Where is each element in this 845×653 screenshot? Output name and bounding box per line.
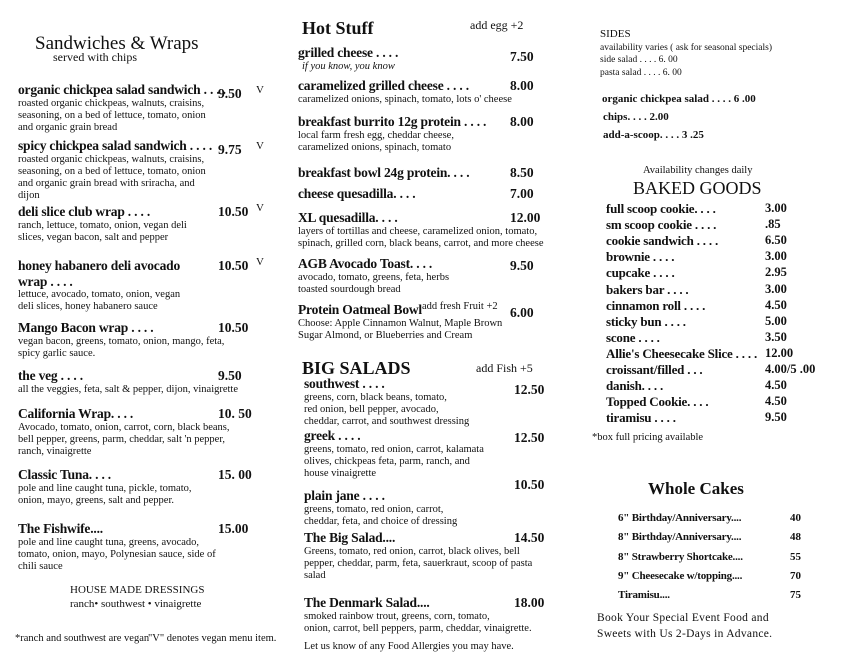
menu-item-price: 7.50 — [510, 49, 534, 64]
menu-item-description: pole and line caught tuna, greens, avocado, — [18, 537, 200, 548]
baked-item-name: cupcake . . . . — [606, 265, 675, 281]
menu-item-description: ranch, vinaigrette — [18, 446, 92, 457]
menu-item-price: 8.00 — [510, 114, 534, 129]
baked-goods-note: Availability changes daily — [643, 165, 753, 176]
menu-item-name: the veg . . . . — [18, 368, 83, 383]
cake-item-price: 48 — [790, 531, 801, 544]
menu-item-description: roasted organic chickpeas, walnuts, craisins, — [18, 154, 205, 165]
menu-item-description: greens, tomato, red onion, carrot, kalamata — [304, 444, 484, 455]
vegan-mark: V — [256, 84, 264, 96]
menu-item-price: 10.50 — [218, 204, 249, 219]
menu-item-price: 9.50 — [218, 86, 242, 101]
menu-item-name: breakfast burrito 12g protein . . . . — [298, 114, 487, 129]
baked-goods-footnote: *box full pricing available — [592, 432, 704, 443]
baked-item-price: 12.00 — [765, 345, 794, 360]
menu-item-price: 10.50 — [514, 477, 545, 492]
menu-item-price: 15.00 — [218, 521, 249, 536]
menu-item-description: greens, corn, black beans, tomato, — [304, 392, 447, 403]
menu-item-description: roasted organic chickpeas, walnuts, craisins, — [18, 98, 205, 109]
cake-item-name: 8" Strawberry Shortcake.... — [618, 550, 743, 563]
menu-item-name: honey habanero deli avocado — [18, 258, 180, 273]
menu-item-description: seasoning, on a bed of lettuce, tomato, onion — [18, 110, 206, 121]
menu-item-name: Mango Bacon wrap . . . . — [18, 320, 154, 335]
cake-item-price: 70 — [790, 569, 801, 582]
baked-item-name: cinnamon roll . . . . — [606, 297, 706, 313]
baked-item-name: tiramisu . . . . — [606, 410, 676, 426]
side-item: chips. . . . 2.00 — [603, 111, 669, 123]
cake-item-price: 75 — [790, 589, 801, 602]
menu-item-description: bell pepper, greens, parm, cheddar, salt 'n pepper, — [18, 434, 226, 445]
baked-item-name: cookie sandwich . . . . — [606, 233, 719, 249]
menu-item-name: AGB Avocado Toast. . . . — [298, 256, 433, 271]
baked-item-name: Topped Cookie. . . . — [606, 394, 709, 410]
baked-item-name: brownie . . . . — [606, 249, 675, 265]
menu-item-name: The Fishwife.... — [18, 521, 103, 536]
baked-item-price: 3.00 — [765, 249, 787, 264]
vegan-legend: "V" denotes vegan menu item. — [148, 633, 277, 644]
hot-stuff-title: Hot Stuff — [302, 18, 374, 38]
baked-item-price: 9.50 — [765, 410, 787, 425]
menu-item-price: 6.00 — [510, 305, 534, 320]
big-salads-addon: add Fish +5 — [476, 361, 533, 375]
menu-item-description: and organic grain bread with sriracha, and — [18, 178, 195, 189]
menu-item-description: dijon — [18, 190, 40, 201]
baked-item-name: scone . . . . — [606, 329, 660, 345]
menu-item-name: The Big Salad.... — [304, 530, 396, 545]
menu-item-name: deli slice club wrap . . . . — [18, 204, 151, 219]
baked-item-price: 4.50 — [765, 297, 787, 312]
sides-title: SIDES — [600, 28, 631, 40]
menu-item-price: 9.50 — [218, 368, 242, 383]
cake-item-name: 9" Cheesecake w/topping.... — [618, 569, 743, 582]
baked-item-price: 4.50 — [765, 378, 787, 393]
menu-item-price: 7.00 — [510, 186, 534, 201]
menu-item-price: 8.00 — [510, 78, 534, 93]
sides-note: availability varies ( ask for seasonal specials) — [600, 43, 772, 53]
menu-item-name: greek . . . . — [304, 428, 361, 443]
baked-goods-title: BAKED GOODS — [633, 178, 762, 198]
big-salads-title: BIG SALADS — [302, 358, 411, 378]
menu-item-description: salad — [304, 570, 326, 581]
baked-item-name: croissant/filled . . . — [606, 362, 703, 377]
menu-item-description: all the veggies, feta, salt & pepper, dijon, vinaigrette — [18, 384, 239, 395]
baked-item-price: .85 — [765, 217, 781, 232]
hot-stuff-addon: add egg +2 — [470, 18, 524, 32]
cake-item-name: 6" Birthday/Anniversary.... — [618, 512, 742, 524]
menu-item-description: avocado, tomato, greens, feta, herbs — [298, 272, 450, 283]
menu-item-description: cheddar, feta, and choice of dressing — [304, 516, 458, 527]
menu-item-name: caramelized grilled cheese . . . . — [298, 78, 469, 93]
side-item-small: pasta salad . . . . 6. 00 — [600, 68, 682, 78]
menu-item-description: greens, tomato, red onion, carrot, — [304, 504, 444, 515]
cake-item-price: 55 — [790, 550, 801, 563]
menu-item-name: southwest . . . . — [304, 376, 385, 391]
menu-item-name: XL quesadilla. . . . — [298, 210, 398, 225]
whole-cakes-title: Whole Cakes — [648, 479, 744, 498]
menu-item-price: 10.50 — [218, 258, 249, 273]
menu-item-name: wrap . . . . — [18, 274, 73, 289]
menu-item-description: chili sauce — [18, 561, 63, 572]
menu-item-description: Sugar Almond, or Blueberries and Cream — [298, 330, 473, 341]
baked-item-price: 6.50 — [765, 233, 787, 248]
menu-item-description: cheddar, carrot, and southwest dressing — [304, 416, 470, 427]
baked-item-name: sticky bun . . . . — [606, 313, 686, 329]
vegan-mark: V — [256, 140, 264, 152]
menu-item-price: 12.50 — [514, 430, 545, 445]
menu-item-name: California Wrap. . . . — [18, 406, 134, 421]
baked-item-name: Allie's Cheesecake Slice . . . . — [606, 345, 758, 361]
baked-item-price: 4.00/5 .00 — [765, 362, 816, 376]
vegan-mark: V — [256, 202, 264, 214]
sandwiches-subtitle: served with chips — [53, 50, 137, 64]
allergy-note: Let us know of any Food Allergies you may have. — [304, 641, 514, 652]
sandwiches-title: Sandwiches & Wraps — [35, 33, 199, 54]
menu-item-description: tomato, onion, mayo, Polynesian sauce, side of — [18, 549, 216, 560]
menu-item-description: Greens, tomato, red onion, carrot, black olives, bell — [304, 546, 520, 557]
menu-item-price: 15. 00 — [218, 467, 252, 482]
menu-item-description: Choose: Apple Cinnamon Walnut, Maple Brown — [298, 318, 503, 329]
baked-item-price: 3.00 — [765, 281, 787, 296]
menu-item-price: 18.00 — [514, 595, 545, 610]
dressings-list: ranch• southwest • vinaigrette — [70, 598, 202, 610]
menu-item-name: breakfast bowl 24g protein. . . . — [298, 165, 470, 180]
baked-item-name: danish. . . . — [606, 378, 664, 394]
menu-item-addon: add fresh Fruit +2 — [422, 301, 498, 312]
menu-item-name: plain jane . . . . — [304, 488, 385, 503]
booking-note-line: Sweets with Us 2-Days in Advance. — [597, 628, 773, 640]
baked-item-price: 4.50 — [765, 394, 787, 409]
menu-item-name: spicy chickpea salad sandwich . . . . — [18, 138, 213, 153]
menu-item-description: olives, chickpeas feta, parm, ranch, and — [304, 456, 470, 467]
menu-item-description: local farm fresh egg, cheddar cheese, — [298, 130, 454, 141]
menu-item-price: 10.50 — [218, 320, 249, 335]
menu-item-description: smoked rainbow trout, greens, corn, tomato, — [304, 611, 490, 622]
menu-item-name: Protein Oatmeal Bowl — [298, 302, 422, 317]
menu-item-price: 12.50 — [514, 382, 545, 397]
side-item: organic chickpea salad . . . . 6 .00 — [602, 93, 756, 105]
menu-item-price: 12.00 — [510, 210, 541, 225]
baked-item-price: 2.95 — [765, 265, 787, 280]
baked-item-name: full scoop cookie. . . . — [606, 201, 716, 216]
menu-item-description: layers of tortillas and cheese, caramelized onion, tomato, — [298, 226, 538, 237]
menu-item-description: seasoning, on a bed of lettuce, tomato, onion — [18, 166, 206, 177]
menu-item-tagline: if you know, you know — [302, 61, 395, 72]
menu-item-description: house vinaigrette — [304, 468, 377, 479]
menu-item-name: grilled cheese . . . . — [298, 45, 399, 60]
menu-item-description: caramelized onions, spinach, tomato, lots o' cheese — [298, 94, 512, 105]
menu-item-description: toasted sourdough bread — [298, 284, 401, 295]
menu-item-name: cheese quesadilla. . . . — [298, 186, 416, 201]
menu-item-description: onion, mayo, greens, salt and pepper. — [18, 495, 175, 506]
side-item-small: side salad . . . . 6. 00 — [600, 55, 678, 65]
cake-item-price: 40 — [790, 512, 801, 524]
menu-item-description: vegan bacon, greens, tomato, onion, mango, feta, — [18, 336, 225, 347]
side-item: add-a-scoop. . . . 3 .25 — [603, 129, 704, 141]
menu-item-description: onion, carrot, bell peppers, parm, cheddar, vinaigrette. — [304, 623, 532, 634]
menu-item-price: 8.50 — [510, 165, 534, 180]
menu-item-name: The Denmark Salad.... — [304, 595, 430, 610]
baked-item-name: sm scoop cookie . . . . — [606, 217, 717, 233]
menu-item-description: lettuce, avocado, tomato, onion, vegan — [18, 289, 181, 300]
menu-item-description: spinach, grilled corn, black beans, carrot, and more cheese — [298, 238, 544, 249]
menu-item-price: 10. 50 — [218, 406, 252, 421]
booking-note-line: Book Your Special Event Food and — [597, 612, 769, 624]
menu-item-description: ranch, lettuce, tomato, onion, vegan deli — [18, 220, 187, 231]
menu-item-price: 14.50 — [514, 530, 545, 545]
menu-item-description: pole and line caught tuna, pickle, tomato, — [18, 483, 192, 494]
menu-item-description: spicy garlic sauce. — [18, 348, 96, 359]
dressings-title: HOUSE MADE DRESSINGS — [70, 584, 205, 596]
vegan-mark: V — [256, 256, 264, 268]
baked-item-price: 3.50 — [765, 329, 787, 344]
menu-item-description: red onion, bell pepper, avocado, — [304, 404, 439, 415]
menu-item-description: pepper, cheddar, parm, feta, sauerkraut, scoop of pasta — [304, 558, 533, 569]
baked-item-name: bakers bar . . . . — [606, 281, 689, 297]
cake-item-name: 8" Birthday/Anniversary.... — [618, 531, 742, 544]
menu-item-name: organic chickpea salad sandwich . . . . — [18, 82, 226, 97]
baked-item-price: 3.00 — [765, 201, 787, 215]
menu-item-description: Avocado, tomato, onion, carrot, corn, black beans, — [18, 422, 230, 433]
cake-item-name: Tiramisu.... — [618, 589, 670, 602]
menu-item-description: caramelized onions, spinach, tomato — [298, 142, 452, 153]
baked-item-price: 5.00 — [765, 313, 787, 328]
menu-item-price: 9.50 — [510, 258, 534, 273]
menu-item-price: 9.75 — [218, 142, 242, 157]
menu-item-description: slices, vegan bacon, salt and pepper — [18, 232, 169, 243]
menu-item-name: Classic Tuna. . . . — [18, 467, 111, 482]
menu-item-description: and organic grain bread — [18, 122, 118, 133]
menu-item-description: deli slices, honey habanero sauce — [18, 301, 158, 312]
vegan-dressings-note: *ranch and southwest are vegan — [15, 633, 150, 644]
